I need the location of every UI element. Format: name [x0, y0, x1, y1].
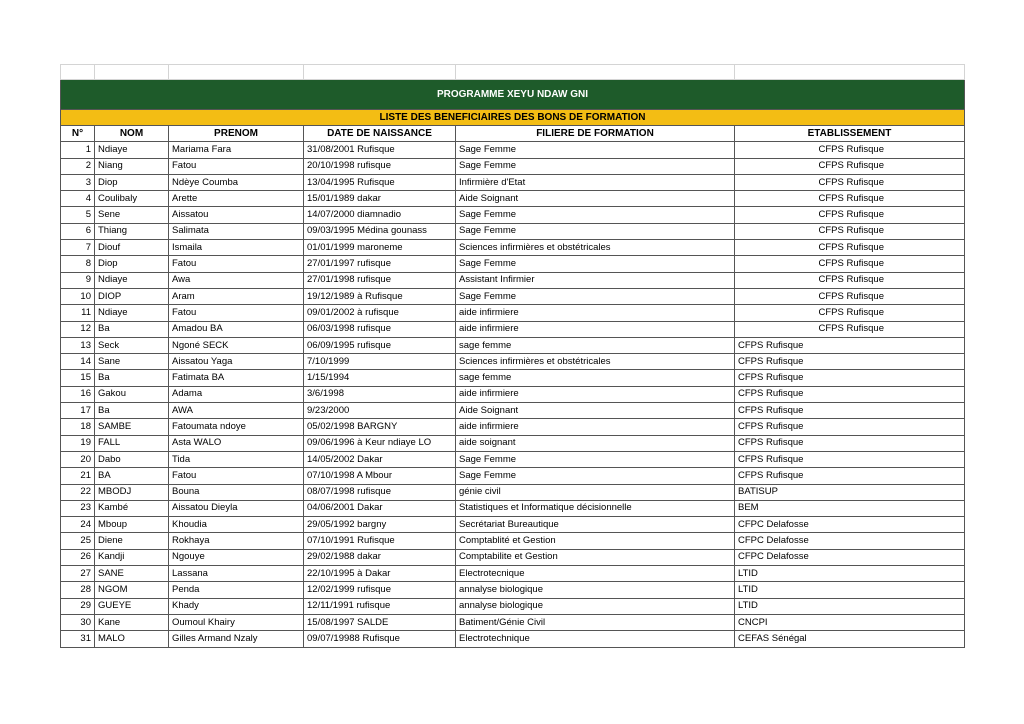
table-row: [61, 354, 965, 370]
cell-date-naissance: 13/04/1995 Rufisque: [304, 174, 456, 190]
table-row: [61, 272, 965, 288]
cell-number: 31: [61, 631, 95, 647]
cell-number: 1: [61, 142, 95, 158]
cell-filiere: sage femme: [456, 370, 735, 386]
cell-date-naissance: 08/07/1998 rufisque: [304, 484, 456, 500]
cell-prenom: Penda: [169, 582, 304, 598]
table-row: [61, 451, 965, 467]
cell-number: 13: [61, 337, 95, 353]
cell-prenom: Asta WALO: [169, 435, 304, 451]
cell-prenom: Mariama Fara: [169, 142, 304, 158]
cell-number: 22: [61, 484, 95, 500]
document-subtitle: LISTE DES BENEFICIAIRES DES BONS DE FORMATION: [61, 110, 965, 126]
cell-number: 9: [61, 272, 95, 288]
cell-date-naissance: 06/03/1998 rufisque: [304, 321, 456, 337]
cell-nom: BA: [95, 468, 169, 484]
cell-filiere: Sage Femme: [456, 451, 735, 467]
cell-prenom: Rokhaya: [169, 533, 304, 549]
cell-nom: Coulibaly: [95, 191, 169, 207]
table-row: [61, 549, 965, 565]
cell-number: 20: [61, 451, 95, 467]
cell-prenom: Ngoné SECK: [169, 337, 304, 353]
cell-nom: NGOM: [95, 582, 169, 598]
cell-number: 4: [61, 191, 95, 207]
cell-etablissement: CFPS Rufisque: [735, 403, 965, 419]
cell-number: 3: [61, 174, 95, 190]
table-row: [61, 533, 965, 549]
cell-etablissement: CFPS Rufisque: [735, 354, 965, 370]
cell-date-naissance: 3/6/1998: [304, 386, 456, 402]
cell-etablissement: CFPS Rufisque: [735, 321, 965, 337]
cell-filiere: Sciences infirmières et obstétricales: [456, 240, 735, 256]
cell-date-naissance: 07/10/1998 A Mbour: [304, 468, 456, 484]
cell-prenom: Ngouye: [169, 549, 304, 565]
cell-date-naissance: 09/07/19988 Rufisque: [304, 631, 456, 647]
cell-nom: DIOP: [95, 288, 169, 304]
cell-number: 21: [61, 468, 95, 484]
column-header-filiere: FILIERE DE FORMATION: [456, 126, 735, 142]
cell-filiere: Electrotecnique: [456, 566, 735, 582]
blank-row: [61, 65, 965, 80]
cell-prenom: Oumoul Khairy: [169, 614, 304, 630]
cell-number: 29: [61, 598, 95, 614]
cell-prenom: Fatoumata ndoye: [169, 419, 304, 435]
cell-number: 10: [61, 288, 95, 304]
table-row: [61, 631, 965, 647]
cell-prenom: Khoudia: [169, 517, 304, 533]
cell-number: 2: [61, 158, 95, 174]
cell-etablissement: CFPS Rufisque: [735, 468, 965, 484]
cell-nom: Ba: [95, 403, 169, 419]
cell-nom: Ndiaye: [95, 142, 169, 158]
table-row: [61, 435, 965, 451]
column-header-nom: NOM: [95, 126, 169, 142]
cell-date-naissance: 09/01/2002 à rufisque: [304, 305, 456, 321]
cell-date-naissance: 12/02/1999 rufisque: [304, 582, 456, 598]
cell-prenom: Aissatou Dieyla: [169, 500, 304, 516]
cell-filiere: Comptablité et Gestion: [456, 533, 735, 549]
cell-number: 23: [61, 500, 95, 516]
cell-date-naissance: 7/10/1999: [304, 354, 456, 370]
cell-etablissement: CFPC Delafosse: [735, 533, 965, 549]
cell-nom: MALO: [95, 631, 169, 647]
cell-filiere: aide soignant: [456, 435, 735, 451]
cell-filiere: Sage Femme: [456, 223, 735, 239]
subtitle-row: [61, 110, 965, 126]
cell-prenom: AWA: [169, 403, 304, 419]
cell-nom: SANE: [95, 566, 169, 582]
cell-filiere: génie civil: [456, 484, 735, 500]
header-row: [61, 126, 965, 142]
title-row: [61, 80, 965, 110]
cell-prenom: Fatou: [169, 256, 304, 272]
cell-filiere: sage femme: [456, 337, 735, 353]
cell-number: 25: [61, 533, 95, 549]
cell-prenom: Adama: [169, 386, 304, 402]
column-header-date-naissance: DATE DE NAISSANCE: [304, 126, 456, 142]
cell-date-naissance: 09/03/1995 Médina gounass: [304, 223, 456, 239]
cell-etablissement: CFPS Rufisque: [735, 305, 965, 321]
cell-nom: MBODJ: [95, 484, 169, 500]
table-row: [61, 240, 965, 256]
cell-prenom: Ndèye Coumba: [169, 174, 304, 190]
cell-nom: GUEYE: [95, 598, 169, 614]
cell-prenom: Ismaila: [169, 240, 304, 256]
cell-nom: Diouf: [95, 240, 169, 256]
cell-etablissement: CFPS Rufisque: [735, 142, 965, 158]
table-row: [61, 370, 965, 386]
cell-prenom: Aissatou Yaga: [169, 354, 304, 370]
cell-number: 27: [61, 566, 95, 582]
cell-number: 17: [61, 403, 95, 419]
table-row: [61, 517, 965, 533]
cell-number: 5: [61, 207, 95, 223]
cell-etablissement: CFPS Rufisque: [735, 207, 965, 223]
cell-number: 7: [61, 240, 95, 256]
cell-prenom: Awa: [169, 272, 304, 288]
cell-nom: FALL: [95, 435, 169, 451]
cell-nom: Sane: [95, 354, 169, 370]
cell-prenom: Salimata: [169, 223, 304, 239]
cell-filiere: Assistant Infirmier: [456, 272, 735, 288]
cell-date-naissance: 05/02/1998 BARGNY: [304, 419, 456, 435]
cell-nom: Ndiaye: [95, 272, 169, 288]
cell-date-naissance: 20/10/1998 rufisque: [304, 158, 456, 174]
cell-date-naissance: 19/12/1989 à Rufisque: [304, 288, 456, 304]
cell-nom: Seck: [95, 337, 169, 353]
column-header-etablissement: ETABLISSEMENT: [735, 126, 965, 142]
table-row: [61, 566, 965, 582]
cell-nom: Kane: [95, 614, 169, 630]
cell-etablissement: CFPS Rufisque: [735, 240, 965, 256]
cell-etablissement: CFPC Delafosse: [735, 517, 965, 533]
cell-date-naissance: 22/10/1995 à Dakar: [304, 566, 456, 582]
cell-etablissement: BATISUP: [735, 484, 965, 500]
table-row: [61, 403, 965, 419]
cell-etablissement: CNCPI: [735, 614, 965, 630]
cell-number: 16: [61, 386, 95, 402]
cell-nom: Ba: [95, 321, 169, 337]
table-row: [61, 223, 965, 239]
cell-etablissement: CFPS Rufisque: [735, 288, 965, 304]
cell-etablissement: LTID: [735, 598, 965, 614]
cell-filiere: Sage Femme: [456, 158, 735, 174]
table-row: [61, 582, 965, 598]
cell-number: 14: [61, 354, 95, 370]
table-row: [61, 142, 965, 158]
cell-nom: Kandji: [95, 549, 169, 565]
cell-prenom: Tida: [169, 451, 304, 467]
cell-number: 30: [61, 614, 95, 630]
cell-date-naissance: 09/06/1996 à Keur ndiaye LO: [304, 435, 456, 451]
cell-etablissement: LTID: [735, 582, 965, 598]
cell-etablissement: CFPS Rufisque: [735, 158, 965, 174]
table-row: [61, 174, 965, 190]
cell-filiere: Secrétariat Bureautique: [456, 517, 735, 533]
cell-etablissement: LTID: [735, 566, 965, 582]
cell-filiere: aide infirmiere: [456, 305, 735, 321]
cell-number: 26: [61, 549, 95, 565]
cell-date-naissance: 15/08/1997 SALDE: [304, 614, 456, 630]
cell-nom: Diop: [95, 174, 169, 190]
cell-etablissement: BEM: [735, 500, 965, 516]
cell-filiere: Sage Femme: [456, 256, 735, 272]
cell-number: 19: [61, 435, 95, 451]
table-row: [61, 484, 965, 500]
cell-etablissement: CFPS Rufisque: [735, 272, 965, 288]
cell-etablissement: CFPS Rufisque: [735, 191, 965, 207]
table-row: [61, 191, 965, 207]
cell-nom: Diene: [95, 533, 169, 549]
table-row: [61, 207, 965, 223]
table-row: [61, 158, 965, 174]
cell-filiere: Aide Soignant: [456, 403, 735, 419]
cell-nom: Sene: [95, 207, 169, 223]
cell-filiere: Electrotechnique: [456, 631, 735, 647]
cell-filiere: Sciences infirmières et obstétricales: [456, 354, 735, 370]
cell-etablissement: CFPC Delafosse: [735, 549, 965, 565]
table-row: [61, 386, 965, 402]
document-title: PROGRAMME XEYU NDAW GNI: [61, 80, 965, 110]
cell-date-naissance: 07/10/1991 Rufisque: [304, 533, 456, 549]
cell-prenom: Bouna: [169, 484, 304, 500]
cell-date-naissance: 9/23/2000: [304, 403, 456, 419]
cell-nom: Diop: [95, 256, 169, 272]
cell-etablissement: CFPS Rufisque: [735, 451, 965, 467]
cell-filiere: Infirmière d'Etat: [456, 174, 735, 190]
cell-prenom: Fatou: [169, 158, 304, 174]
cell-prenom: Fatimata BA: [169, 370, 304, 386]
table-row: [61, 321, 965, 337]
cell-filiere: Sage Femme: [456, 142, 735, 158]
column-header-prenom: PRENOM: [169, 126, 304, 142]
cell-filiere: annalyse biologique: [456, 582, 735, 598]
cell-nom: Mboup: [95, 517, 169, 533]
cell-nom: Dabo: [95, 451, 169, 467]
table-row: [61, 288, 965, 304]
cell-number: 18: [61, 419, 95, 435]
cell-date-naissance: 14/05/2002 Dakar: [304, 451, 456, 467]
cell-prenom: Aissatou: [169, 207, 304, 223]
cell-prenom: Gilles Armand Nzaly: [169, 631, 304, 647]
cell-filiere: Statistiques et Informatique décisionnelle: [456, 500, 735, 516]
cell-date-naissance: 31/08/2001 Rufisque: [304, 142, 456, 158]
table-row: [61, 256, 965, 272]
cell-prenom: Khady: [169, 598, 304, 614]
cell-etablissement: CFPS Rufisque: [735, 223, 965, 239]
cell-filiere: Sage Femme: [456, 207, 735, 223]
cell-filiere: Sage Femme: [456, 468, 735, 484]
cell-filiere: Comptabilite et Gestion: [456, 549, 735, 565]
cell-number: 12: [61, 321, 95, 337]
cell-nom: Niang: [95, 158, 169, 174]
cell-nom: SAMBE: [95, 419, 169, 435]
table-row: [61, 500, 965, 516]
cell-date-naissance: 15/01/1989 dakar: [304, 191, 456, 207]
cell-prenom: Lassana: [169, 566, 304, 582]
cell-etablissement: CFPS Rufisque: [735, 419, 965, 435]
cell-date-naissance: 06/09/1995 rufisque: [304, 337, 456, 353]
cell-date-naissance: 29/05/1992 bargny: [304, 517, 456, 533]
cell-nom: Kambé: [95, 500, 169, 516]
table-row: [61, 614, 965, 630]
cell-number: 11: [61, 305, 95, 321]
cell-date-naissance: 1/15/1994: [304, 370, 456, 386]
cell-filiere: aide infirmiere: [456, 321, 735, 337]
cell-etablissement: CFPS Rufisque: [735, 386, 965, 402]
table-row: [61, 337, 965, 353]
cell-filiere: Batiment/Génie Civil: [456, 614, 735, 630]
cell-filiere: Sage Femme: [456, 288, 735, 304]
cell-number: 15: [61, 370, 95, 386]
table-row: [61, 419, 965, 435]
cell-etablissement: CFPS Rufisque: [735, 256, 965, 272]
cell-date-naissance: 01/01/1999 maroneme: [304, 240, 456, 256]
cell-nom: Thiang: [95, 223, 169, 239]
cell-nom: Gakou: [95, 386, 169, 402]
cell-nom: Ndiaye: [95, 305, 169, 321]
cell-prenom: Arette: [169, 191, 304, 207]
cell-number: 28: [61, 582, 95, 598]
cell-filiere: aide infirmiere: [456, 419, 735, 435]
beneficiaries-table: [60, 64, 965, 648]
cell-date-naissance: 27/01/1998 rufisque: [304, 272, 456, 288]
cell-etablissement: CFPS Rufisque: [735, 370, 965, 386]
cell-etablissement: CFPS Rufisque: [735, 174, 965, 190]
cell-filiere: Aide Soignant: [456, 191, 735, 207]
cell-filiere: aide infirmiere: [456, 386, 735, 402]
cell-number: 24: [61, 517, 95, 533]
table-row: [61, 305, 965, 321]
cell-date-naissance: 14/07/2000 diamnadio: [304, 207, 456, 223]
cell-nom: Ba: [95, 370, 169, 386]
table-row: [61, 598, 965, 614]
cell-etablissement: CFPS Rufisque: [735, 337, 965, 353]
cell-number: 6: [61, 223, 95, 239]
cell-date-naissance: 12/11/1991 rufisque: [304, 598, 456, 614]
cell-date-naissance: 04/06/2001 Dakar: [304, 500, 456, 516]
table-row: [61, 468, 965, 484]
cell-date-naissance: 27/01/1997 rufisque: [304, 256, 456, 272]
column-header-number: N°: [61, 126, 95, 142]
cell-prenom: Aram: [169, 288, 304, 304]
cell-etablissement: CEFAS Sénégal: [735, 631, 965, 647]
cell-date-naissance: 29/02/1988 dakar: [304, 549, 456, 565]
cell-filiere: annalyse biologique: [456, 598, 735, 614]
cell-prenom: Amadou BA: [169, 321, 304, 337]
cell-prenom: Fatou: [169, 468, 304, 484]
cell-etablissement: CFPS Rufisque: [735, 435, 965, 451]
cell-prenom: Fatou: [169, 305, 304, 321]
cell-number: 8: [61, 256, 95, 272]
